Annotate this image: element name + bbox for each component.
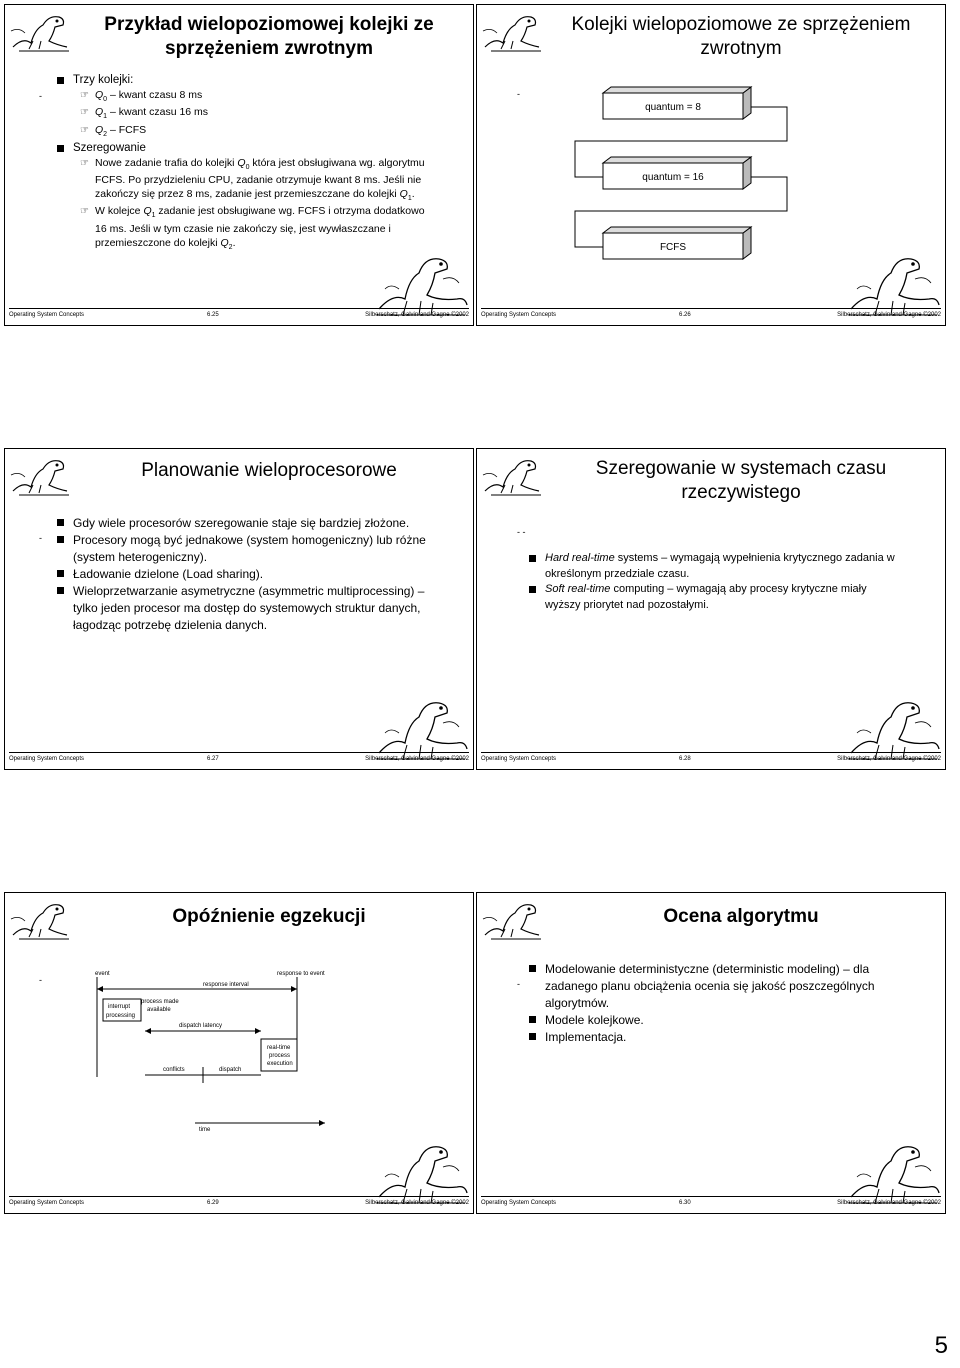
- footer-slide-number: 6.30: [679, 1200, 691, 1206]
- slide-6-25: [4, 4, 474, 326]
- slide-footer: [481, 1196, 941, 1209]
- page-number: 5: [934, 1332, 948, 1359]
- dispatch-label: dispatch: [219, 1067, 242, 1073]
- bullet-item: Implementacja.: [521, 1029, 905, 1046]
- footer-authors: Silberschatz, Galvin and Gagne ©2002: [365, 756, 469, 762]
- footer-book-title: Operating System Concepts: [9, 1200, 85, 1206]
- bullet-item: Procesory mogą być jednakowe (system homogeniczny) lub różne (system heterogeniczny).: [49, 532, 433, 566]
- slide-footer: [481, 308, 941, 321]
- footer-slide-number: 6.29: [207, 1200, 219, 1206]
- footer-authors: Silberschatz, Galvin and Gagne ©2002: [837, 312, 941, 318]
- process-made-label: process made: [141, 999, 179, 1005]
- footer-book-title: Operating System Concepts: [481, 312, 557, 318]
- footer-book-title: Operating System Concepts: [9, 756, 85, 762]
- time-label: time: [199, 1127, 211, 1133]
- available-label: available: [147, 1007, 171, 1013]
- slide-6-30: [476, 892, 946, 1214]
- dinosaur-illustration: [373, 249, 469, 317]
- queue-box-q2: [603, 227, 751, 259]
- dispatch-latency-diagram: [85, 967, 345, 1143]
- footer-book-title: Operating System Concepts: [481, 756, 557, 762]
- dash-mark: - -: [517, 527, 526, 537]
- dinosaur-illustration: [481, 895, 543, 941]
- sub-item-q0: ☞ $Q_0$ – kwant czasu 8 ms: [80, 88, 203, 103]
- footer-slide-number: 6.25: [207, 312, 219, 318]
- bullet-item: Modelowanie deterministyczne (deterministic modeling) – dla zadanego planu obciążenia ocenia się jakość poszczególnych algorytmów.: [521, 961, 905, 1012]
- dinosaur-illustration: [481, 7, 543, 53]
- footer-authors: Silberschatz, Galvin and Gagne ©2002: [365, 312, 469, 318]
- dash-mark: -: [517, 89, 520, 99]
- slide-6-26: [476, 4, 946, 326]
- slide-6-28: [476, 448, 946, 770]
- slide-title: Planowanie wieloprocesorowe: [141, 460, 397, 481]
- dinosaur-illustration: [9, 895, 71, 941]
- bullet-three-queues: Trzy kolejki:: [49, 73, 433, 89]
- footer-slide-number: 6.28: [679, 756, 691, 762]
- dinosaur-illustration: [845, 1137, 941, 1205]
- slide-footer: [9, 308, 469, 321]
- slide-6-27: [4, 448, 474, 770]
- real-time-label: real-time: [267, 1045, 291, 1051]
- processing-label: processing: [106, 1013, 136, 1019]
- slide-footer: [481, 752, 941, 765]
- slide-title: Opóźnienie egzekucji: [172, 906, 366, 927]
- response-to-event-label: response to event: [277, 971, 325, 977]
- dinosaur-illustration: [9, 451, 71, 497]
- footer-authors: Silberschatz, Galvin and Gagne ©2002: [837, 756, 941, 762]
- queue-box-q0: [603, 87, 751, 119]
- slide-body: [49, 73, 433, 254]
- footer-slide-number: 6.27: [207, 756, 219, 762]
- footer-slide-number: 6.26: [679, 312, 691, 318]
- slide-title: Ocena algorytmu: [663, 906, 819, 927]
- pointing-hand-icon: ☞: [80, 107, 89, 119]
- dinosaur-illustration: [845, 693, 941, 761]
- queue-label: quantum = 8: [645, 102, 701, 113]
- sub-item-q2: ☞ $Q_2$ – FCFS: [80, 123, 147, 138]
- sub-item-q1: ☞ $Q_1$ – kwant czasu 16 ms: [80, 106, 209, 121]
- bullet-item: Modele kolejkowe.: [521, 1012, 905, 1029]
- pointing-hand-icon: ☞: [80, 157, 89, 169]
- slide-footer: [9, 752, 469, 765]
- pointing-hand-icon: ☞: [80, 206, 89, 218]
- response-interval-label: response interval: [203, 982, 249, 988]
- multilevel-queue-diagram: [557, 85, 857, 265]
- bullet-item: Wieloprzetwarzanie asymetryczne (asymmetric multiprocessing) – tylko jeden procesor ma dostęp do systemowych struktur danych, łagodząc potrzebę dzielenia danych.: [49, 583, 433, 634]
- conflicts-label: conflicts: [163, 1067, 185, 1073]
- slide-title: Kolejki wielopoziomowe ze sprzężeniem zwrotnym: [571, 14, 911, 59]
- slide-body: [49, 515, 433, 634]
- process-label: process: [269, 1053, 291, 1059]
- dinosaur-illustration: [481, 451, 543, 497]
- footer-authors: Silberschatz, Galvin and Gagne ©2002: [365, 1200, 469, 1206]
- bullet-soft-real-time: Soft real-time computing – wymagają aby procesy krytyczne miały wyższy priorytet nad pozostałymi.: [521, 582, 905, 613]
- sub-item-new-job: ☞ Nowe zadanie trafia do kolejki $Q_0$ która jest obsługiwana wg. algorytmu FCFS. Po przydzieleniu CPU, zadanie otrzymuje kwant 8 ms. Jeśli nie zakończy się przez 8 ms, zadanie jest przemieszczane do kolejki $Q_1$.: [80, 156, 425, 202]
- queue-label: FCFS: [659, 242, 687, 253]
- dinosaur-illustration: [373, 693, 469, 761]
- dinosaur-illustration: [9, 7, 71, 53]
- queue-label: quantum = 16: [642, 172, 704, 183]
- dash-mark: -: [39, 975, 42, 985]
- dash-mark: -: [39, 91, 42, 101]
- dash-mark: -: [517, 979, 520, 989]
- queue-box-q1: [603, 157, 751, 189]
- bullet-item: Gdy wiele procesorów szeregowanie staje się bardziej złożone.: [49, 515, 433, 532]
- pointing-hand-icon: ☞: [80, 124, 89, 136]
- event-label: event: [95, 971, 110, 977]
- dinosaur-illustration: [845, 249, 941, 317]
- slide-title: Szeregowanie w systemach czasu rzeczywistego: [595, 458, 887, 503]
- dinosaur-illustration: [373, 1137, 469, 1205]
- bullet-scheduling: Szeregowanie: [49, 141, 433, 157]
- footer-book-title: Operating System Concepts: [9, 312, 85, 318]
- slide-6-29: [4, 892, 474, 1214]
- sub-item-q1-queue: ☞ W kolejce $Q_1$ zadanie jest obsługiwane wg. FCFS i otrzyma dodatkowo 16 ms. Jeśli w tym czasie nie zakończy się, jest wywłaszczane i przemieszczone do kolejki $Q_2$.: [80, 205, 425, 251]
- bullet-hard-real-time: Hard real-time systems – wymagają wypełnienia krytycznego zadania w określonym przedziale czasu.: [521, 551, 905, 582]
- bullet-item: Ładowanie dzielone (Load sharing).: [49, 566, 433, 583]
- slide-footer: [9, 1196, 469, 1209]
- slide-body: [521, 961, 905, 1046]
- interrupt-label: interrupt: [108, 1004, 131, 1010]
- footer-book-title: Operating System Concepts: [481, 1200, 557, 1206]
- execution-label: execution: [267, 1061, 293, 1067]
- pointing-hand-icon: ☞: [80, 89, 89, 101]
- slide-title: Przykład wielopoziomowej kolejki ze sprzężeniem zwrotnym: [104, 14, 434, 59]
- slide-body: [521, 551, 905, 613]
- dash-mark: -: [39, 533, 42, 543]
- footer-authors: Silberschatz, Galvin and Gagne ©2002: [837, 1200, 941, 1206]
- dispatch-latency-label: dispatch latency: [179, 1023, 223, 1029]
